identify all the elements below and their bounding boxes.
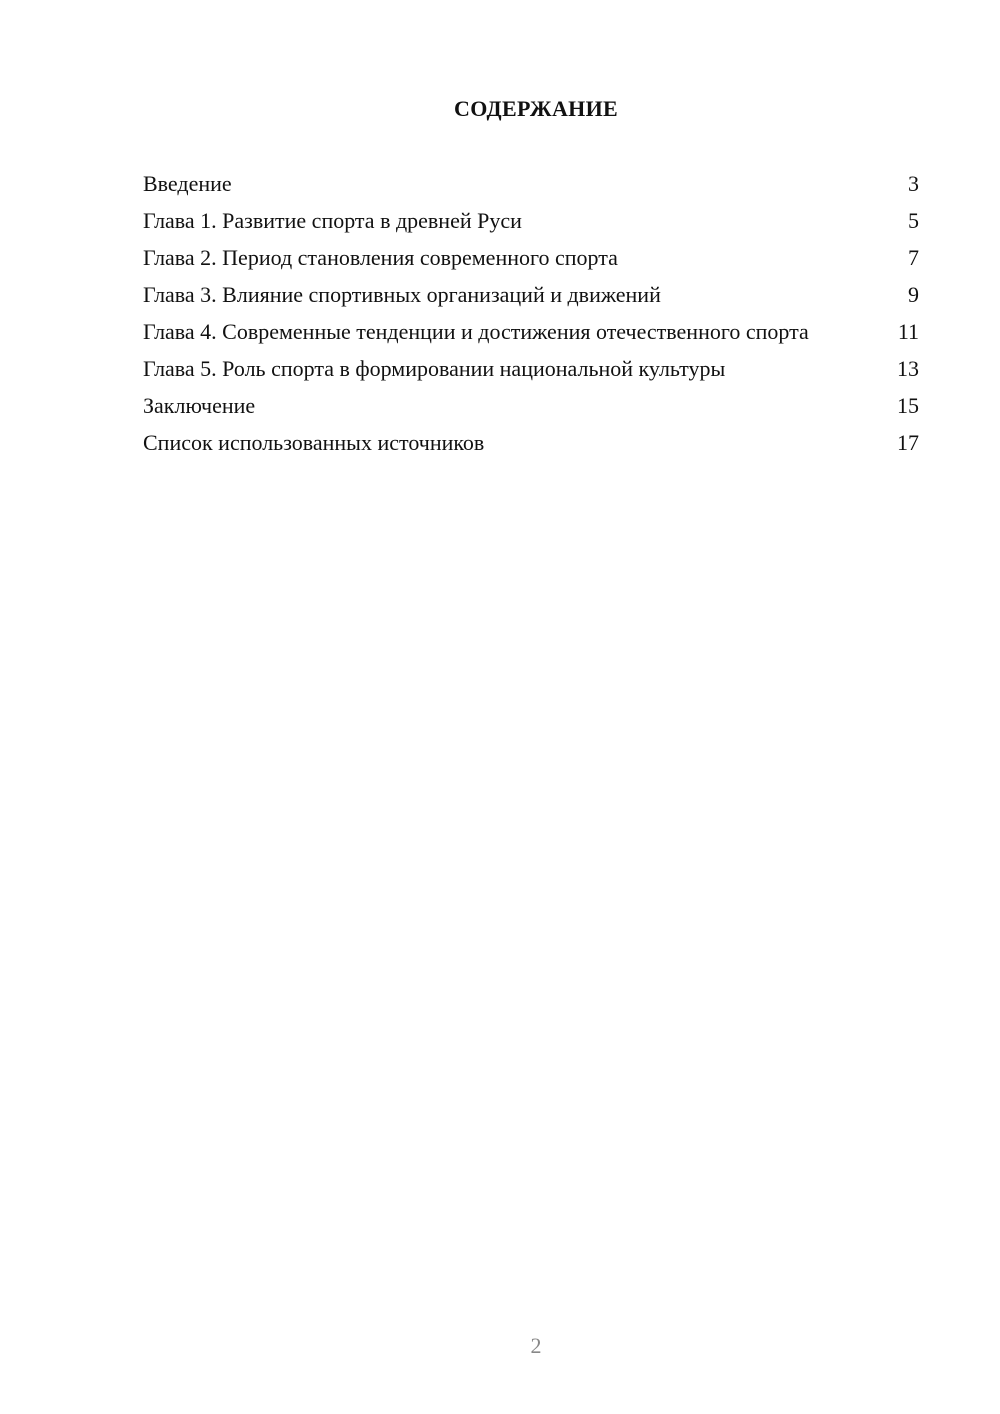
toc-item-chapter-5 xyxy=(143,355,919,382)
page-number: 2 xyxy=(530,1333,542,1358)
toc-item-page: 13 xyxy=(897,356,919,381)
toc-item-page: 15 xyxy=(897,393,919,418)
toc-item-chapter-2 xyxy=(143,244,919,271)
page-title: СОДЕРЖАНИЕ xyxy=(454,96,618,121)
toc-item-text: Заключение xyxy=(143,393,256,418)
table-of-contents xyxy=(143,170,919,466)
toc-item-text: Список использованных источников xyxy=(143,430,485,455)
toc-item-page: 7 xyxy=(908,245,919,270)
toc-item-text: Глава 3. Влияние спортивных организаций и движений xyxy=(143,282,661,307)
toc-item-text: Введение xyxy=(143,171,232,196)
toc-item-page: 17 xyxy=(897,430,919,455)
toc-item-references xyxy=(143,429,919,456)
toc-item-page: 9 xyxy=(908,282,919,307)
toc-item-chapter-3 xyxy=(143,281,919,308)
toc-item-chapter-1 xyxy=(143,207,919,234)
toc-item-page: 5 xyxy=(908,208,919,233)
toc-item-text: Глава 4. Современные тенденции и достижения отечественного спорта xyxy=(143,319,809,344)
toc-item-introduction xyxy=(143,170,919,197)
toc-item-text: Глава 2. Период становления современного спорта xyxy=(143,245,618,270)
toc-item-page: 3 xyxy=(908,171,919,196)
toc-item-text: Глава 5. Роль спорта в формировании национальной культуры xyxy=(143,356,726,381)
toc-item-chapter-4 xyxy=(143,318,919,345)
toc-item-page: 11 xyxy=(897,319,919,344)
toc-item-text: Глава 1. Развитие спорта в древней Руси xyxy=(143,208,522,233)
toc-item-conclusion xyxy=(143,392,919,419)
